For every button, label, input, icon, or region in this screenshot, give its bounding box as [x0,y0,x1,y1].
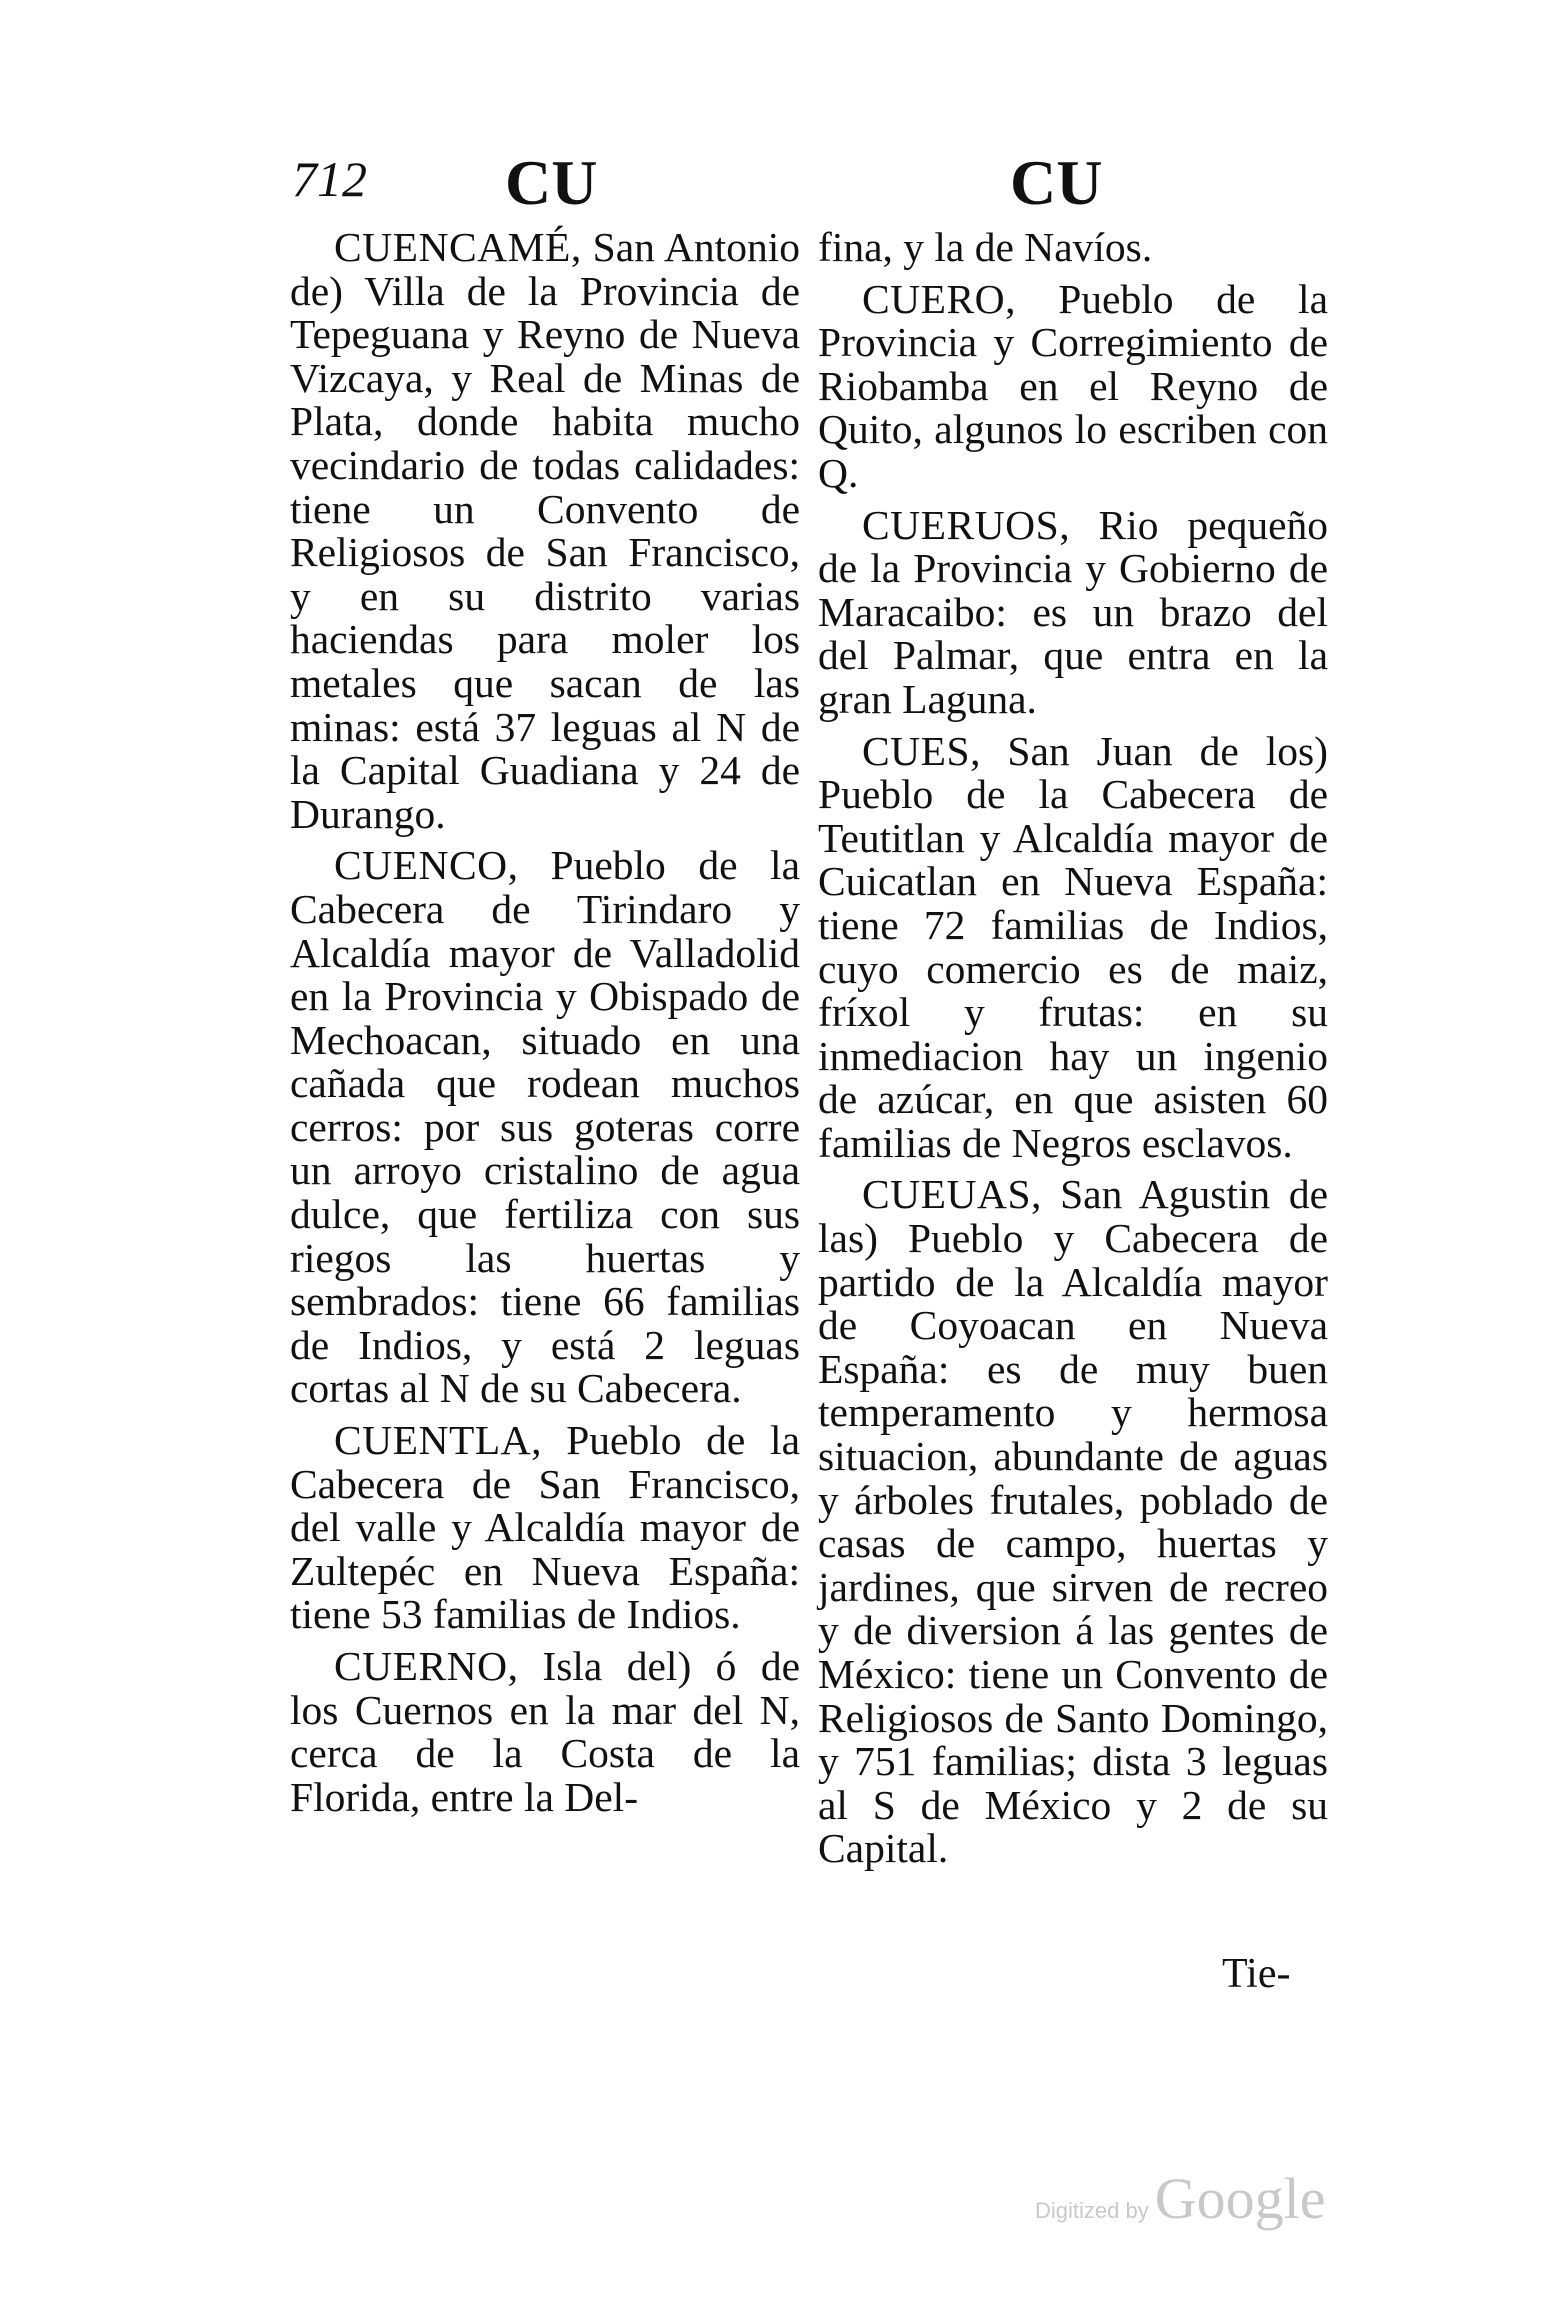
running-head-right: CU [1010,147,1103,218]
catchword: Tie- [1222,1951,1291,1997]
entry-headword: CUERNO [334,1643,508,1689]
watermark-prefix: Digitized by [1035,2198,1149,2223]
entry-cues [818,727,1328,1166]
entry-cuentla [290,1419,800,1637]
entry-cuero [818,275,1328,496]
entry-text: , Pueblo de la Provincia y Corregimiento de Riobamba en el Reyno de Quito, algunos lo escriben con Q. [818,275,1328,496]
entry-cuerno [290,1645,800,1819]
entry-text: , Pueblo de la Cabecera de San Francisco, del valle y Alcaldía mayor de Zultepéc en Nueva España: tiene 53 familias de Indios. [290,1417,800,1638]
entry-cueuas [818,1173,1328,1871]
entry-text: , San Agustin de las) Pueblo y Cabecera de partido de la Alcaldía mayor de Coyoacan en Nueva España: es de muy buen temperamento y hermosa situacion, abundante de aguas y árboles frutales, poblado de casas de campo, huertas y jardines, que sirven de recreo y de diversion á las gentes de México: tiene un Convento de Religiosos de Santo Domingo, y 751 familias; dista 3 leguas al S de México y 2 de su Capital. [818,1171,1328,1872]
entry-headword: CUEUAS [862,1171,1032,1218]
entry-text: , Pueblo de la Cabecera de Tirindaro y Alcaldía mayor de Valladolid en la Provincia y Obispado de Mechoacan, situado en una cañada que rodean muchos cerros: por sus goteras corre un arroyo cristalino de agua dulce, que fertiliza con sus riegos las huertas y sembrados: tiene 66 familias de Indios, y está 2 leguas cortas al N de su Cabecera. [290,842,800,1412]
digitized-watermark [1035,2165,1326,2231]
left-column [290,226,800,1827]
entry-text: , San Juan de los) Pueblo de la Cabecera de Teutitlan y Alcaldía mayor de Cuicatlan en Nueva España: tiene 72 familias de Indios, cuyo comercio es de maiz, fríxol y frutas: en su inmediacion hay un ingenio de azúcar, en que asisten 60 familias de Negros esclavos. [818,727,1328,1166]
google-logo: Google [1154,2166,1326,2231]
entry-cueruos [818,501,1328,722]
running-head-left: CU [505,147,598,218]
right-column [818,226,1328,1879]
entry-text: , San Antonio de) Villa de la Provincia de Tepeguana y Reyno de Nueva Vizcaya, y Real de Minas de Plata, donde habita mucho vecindario de todas calidades: tiene un Convento de Religiosos de San Francisco, y en su distrito varias haciendas para moler los metales que sacan de las minas: está 37 leguas al N de la Capital Guadiana y 24 de Durango. [290,224,800,837]
entry-headword: CUES [862,727,971,774]
entry-headword: CUENCAMÉ [334,224,571,270]
entry-text: , Isla del) ó de los Cuernos en la mar del N, cerca de la Costa de la Florida, entre la Del- [290,1643,800,1820]
entry-cuencame [290,226,800,836]
page-number: 712 [292,151,367,207]
entry-headword: CUERO [862,275,1006,322]
entry-headword: CUERUOS [862,501,1060,548]
entry-headword: CUENTLA [334,1417,532,1464]
entry-cuenco [290,844,800,1411]
entry-text: , Rio pequeño de la Provincia y Gobierno de Maracaibo: es un brazo del del Palmar, que entra en la gran Laguna. [818,501,1328,722]
entry-continuation: fina, y la de Navíos. [818,224,1153,270]
entry-headword: CUENCO [334,842,508,889]
